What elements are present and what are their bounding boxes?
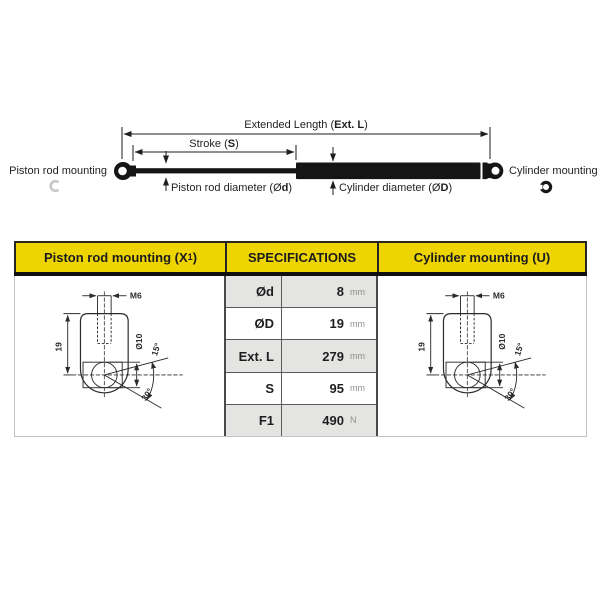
piston-rod-mounting-icon [51,181,59,191]
cylinder-mounting-drawing [406,287,561,422]
spec-label: ØD [226,308,282,339]
stroke-label: Stroke (S) [189,138,239,150]
spec-value: 95 [329,380,344,396]
spec-row [226,405,376,436]
spec-panel [14,241,587,437]
piston-rod-mounting-drawing [43,287,198,422]
spec-unit: mm [350,351,365,361]
hole-diameter-label: Ø10 [496,333,507,350]
piston-rod-diameter-label: Piston rod diameter (Ød) [171,182,293,194]
spec-unit: mm [350,383,365,394]
specs-table [224,276,378,436]
cylinder-mounting-label: Cylinder mounting [509,165,598,177]
piston-rod-mounting-label: Piston rod mounting [9,165,107,177]
spec-label: S [226,373,282,404]
header-piston-rod-mounting: Piston rod mounting (X 1 ) [43,250,198,265]
piston-rod [134,168,297,173]
angle-30-label: 30° [502,386,518,403]
spec-value: 490 [322,412,344,428]
spec-panel-header [14,241,587,272]
cylinder-diameter-label: Cylinder diameter (ØD) [339,182,453,194]
spec-row [226,276,376,308]
spec-row [226,373,376,405]
spec-label: Ød [226,276,282,307]
header-cylinder-mounting: Cylinder mounting (U) [413,250,551,265]
spec-value: 279 [322,348,344,364]
spec-label: F1 [226,405,282,436]
spec-value: 8 [336,284,344,300]
hole-diameter-label: Ø10 [133,333,144,350]
gas-spring-diagram [0,0,600,230]
extended-length-label: Extended Length (Ext. L) [244,119,368,131]
cylinder-mounting-icon [538,182,551,191]
thread-label: M6 [129,290,142,301]
spec-unit: mm [350,318,365,329]
spec-panel-body [14,276,587,437]
angle-15-label: 15° [149,341,163,357]
spec-unit: N [350,415,357,426]
spec-label: Ext. L [226,340,282,371]
spec-value: 19 [329,316,344,332]
gas-spring-body [114,162,503,180]
header-specifications: SPECIFICATIONS [225,243,379,272]
thread-label: M6 [492,290,505,301]
spec-row [226,308,376,340]
angle-15-label: 15° [512,341,526,357]
angle-30-label: 30° [139,386,155,403]
height-dim-label: 19 [53,342,64,352]
height-dim-label: 19 [416,342,427,352]
spec-row [226,340,376,372]
spec-unit: mm [350,286,365,297]
cylinder-body [296,163,481,180]
